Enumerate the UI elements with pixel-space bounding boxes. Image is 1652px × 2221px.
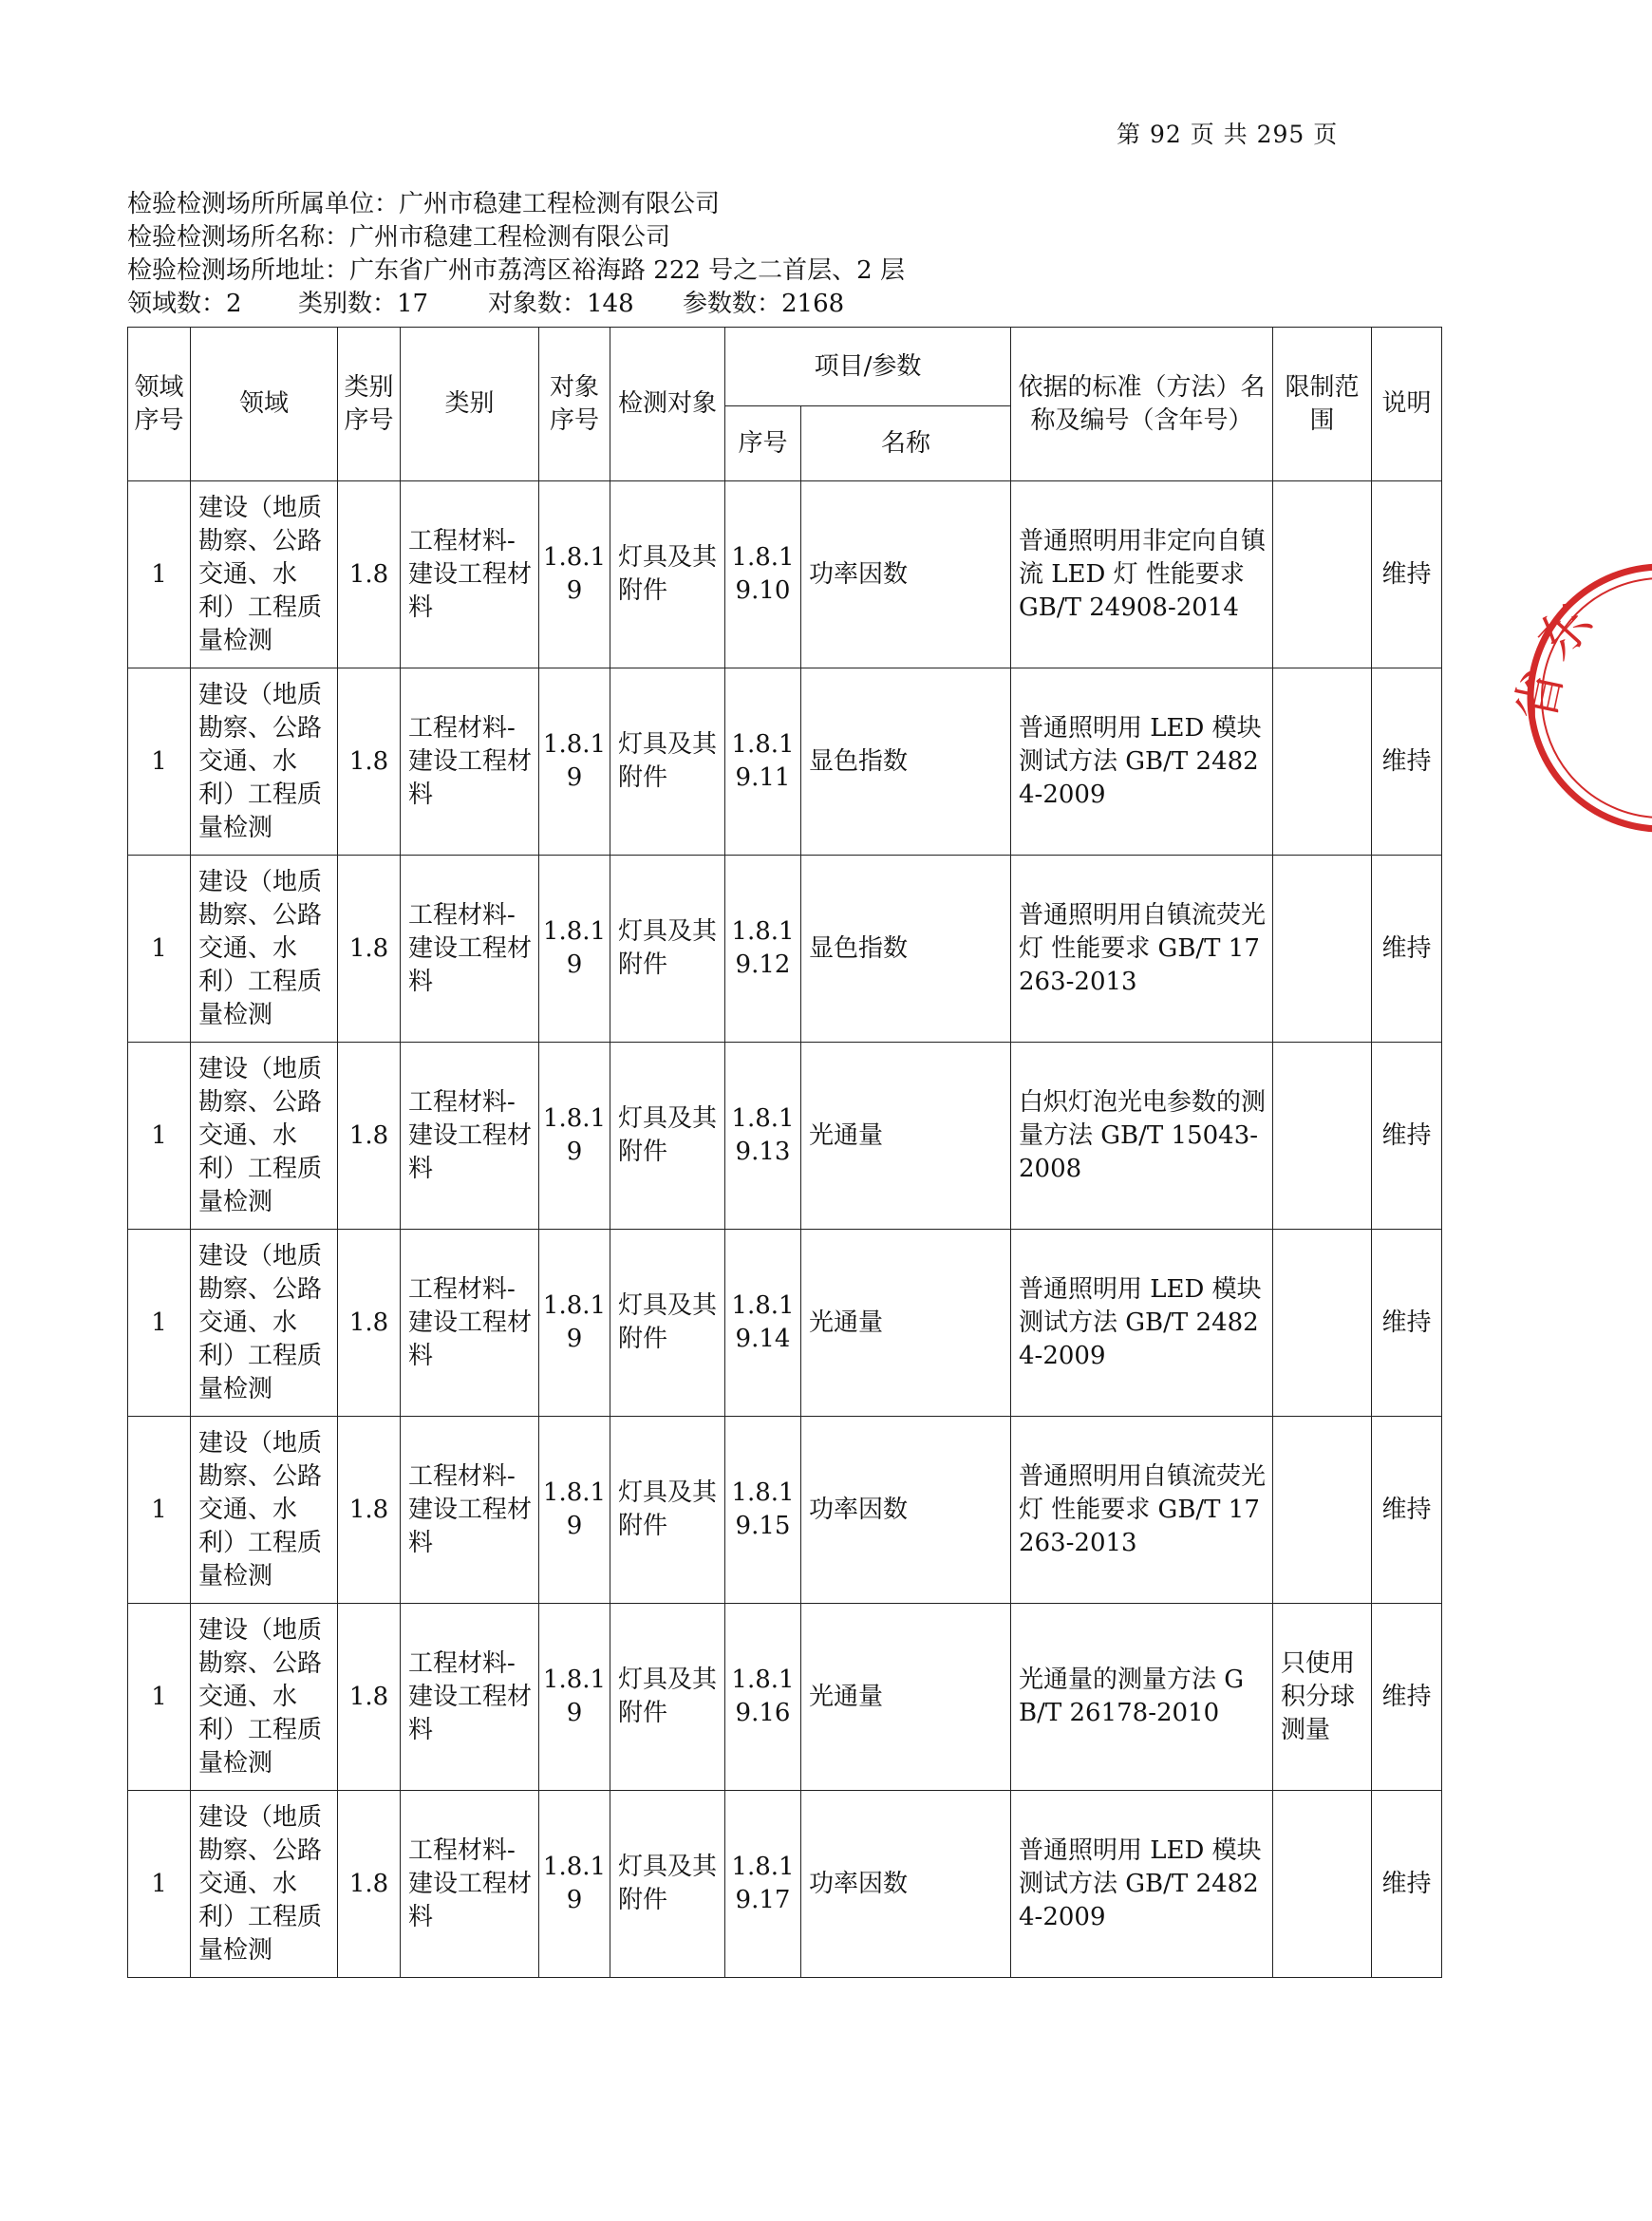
header-param-no: 序号 xyxy=(725,406,801,481)
cell-category-no: 1.8 xyxy=(338,668,401,856)
official-seal-icon xyxy=(1505,555,1652,840)
cell-category: 工程材料-建设工程材料 xyxy=(401,1043,539,1230)
table-row xyxy=(128,1417,1442,1604)
cell-object: 灯具及其附件 xyxy=(610,1604,725,1791)
cell-object-no: 1.8.19 xyxy=(539,1791,610,1978)
cell-object-no: 1.8.19 xyxy=(539,481,610,668)
cell-object: 灯具及其附件 xyxy=(610,1230,725,1417)
cell-note: 维持 xyxy=(1372,1604,1442,1791)
cell-standard: 普通照明用自镇流荧光灯 性能要求 GB/T 17263-2013 xyxy=(1011,856,1273,1043)
cell-category: 工程材料-建设工程材料 xyxy=(401,481,539,668)
cell-category-no: 1.8 xyxy=(338,1230,401,1417)
cell-limit xyxy=(1273,668,1372,856)
cell-object-no: 1.8.19 xyxy=(539,1230,610,1417)
cell-domain-no: 1 xyxy=(128,1791,191,1978)
cell-limit xyxy=(1273,856,1372,1043)
cell-standard: 普通照明用自镇流荧光灯 性能要求 GB/T 17263-2013 xyxy=(1011,1417,1273,1604)
header-category-no: 类别序号 xyxy=(338,328,401,481)
cell-param-name: 显色指数 xyxy=(801,668,1011,856)
header-limit: 限制范围 xyxy=(1273,328,1372,481)
cell-standard: 光通量的测量方法 GB/T 26178-2010 xyxy=(1011,1604,1273,1791)
header-category: 类别 xyxy=(401,328,539,481)
table-row xyxy=(128,856,1442,1043)
table-row xyxy=(128,1604,1442,1791)
cell-param-name: 显色指数 xyxy=(801,856,1011,1043)
header-object-no: 对象序号 xyxy=(539,328,610,481)
object-count: 对象数：148 xyxy=(488,290,634,318)
cell-object: 灯具及其附件 xyxy=(610,668,725,856)
unit-line xyxy=(127,188,905,221)
cell-object: 灯具及其附件 xyxy=(610,1791,725,1978)
cell-category-no: 1.8 xyxy=(338,856,401,1043)
header-domain-no: 领域序号 xyxy=(128,328,191,481)
table-row xyxy=(128,481,1442,668)
header-item-param: 项目/参数 xyxy=(725,328,1011,406)
cell-param-no: 1.8.19.12 xyxy=(725,856,801,1043)
cell-category-no: 1.8 xyxy=(338,1604,401,1791)
cell-object-no: 1.8.19 xyxy=(539,1604,610,1791)
cell-standard: 普通照明用 LED 模块测试方法 GB/T 24824-2009 xyxy=(1011,1230,1273,1417)
cell-category: 工程材料-建设工程材料 xyxy=(401,1230,539,1417)
cell-object-no: 1.8.19 xyxy=(539,1043,610,1230)
cell-domain-no: 1 xyxy=(128,1230,191,1417)
stamp-char-2: 省 xyxy=(1505,664,1574,727)
cell-param-no: 1.8.19.16 xyxy=(725,1604,801,1791)
cell-domain: 建设（地质勘察、公路交通、水利）工程质量检测 xyxy=(191,1043,338,1230)
cell-category: 工程材料-建设工程材料 xyxy=(401,856,539,1043)
header-block xyxy=(127,188,905,321)
cell-domain: 建设（地质勘察、公路交通、水利）工程质量检测 xyxy=(191,1417,338,1604)
cell-param-name: 功率因数 xyxy=(801,1417,1011,1604)
table-row xyxy=(128,1043,1442,1230)
cell-param-name: 功率因数 xyxy=(801,481,1011,668)
cell-standard: 白炽灯泡光电参数的测量方法 GB/T 15043-2008 xyxy=(1011,1043,1273,1230)
cell-object-no: 1.8.19 xyxy=(539,856,610,1043)
cell-param-name: 功率因数 xyxy=(801,1791,1011,1978)
table-row xyxy=(128,668,1442,856)
header-param-name: 名称 xyxy=(801,406,1011,481)
cell-object-no: 1.8.19 xyxy=(539,668,610,856)
cell-domain-no: 1 xyxy=(128,1604,191,1791)
cell-domain-no: 1 xyxy=(128,1417,191,1604)
cell-domain: 建设（地质勘察、公路交通、水利）工程质量检测 xyxy=(191,668,338,856)
cell-category: 工程材料-建设工程材料 xyxy=(401,1604,539,1791)
cell-note: 维持 xyxy=(1372,856,1442,1043)
cell-note: 维持 xyxy=(1372,1791,1442,1978)
cell-note: 维持 xyxy=(1372,1230,1442,1417)
param-count: 参数数：2168 xyxy=(683,290,845,318)
cell-note: 维持 xyxy=(1372,1043,1442,1230)
cell-note: 维持 xyxy=(1372,1417,1442,1604)
name-value: 广州市稳建工程检测有限公司 xyxy=(349,223,671,252)
cell-domain-no: 1 xyxy=(128,668,191,856)
unit-value: 广州市稳建工程检测有限公司 xyxy=(399,190,721,218)
header-note: 说明 xyxy=(1372,328,1442,481)
cell-standard: 普通照明用 LED 模块测试方法 GB/T 24824-2009 xyxy=(1011,668,1273,856)
cell-category: 工程材料-建设工程材料 xyxy=(401,1417,539,1604)
cell-domain: 建设（地质勘察、公路交通、水利）工程质量检测 xyxy=(191,856,338,1043)
cell-limit xyxy=(1273,1230,1372,1417)
cell-limit xyxy=(1273,1791,1372,1978)
header-standard: 依据的标准（方法）名称及编号（含年号） xyxy=(1011,328,1273,481)
stamp-char-1: 东 xyxy=(1525,592,1605,670)
cell-category: 工程材料-建设工程材料 xyxy=(401,668,539,856)
category-count: 类别数：17 xyxy=(298,290,429,318)
cell-param-no: 1.8.19.11 xyxy=(725,668,801,856)
counts-line xyxy=(127,288,905,321)
scope-table xyxy=(127,327,1442,1978)
cell-object: 灯具及其附件 xyxy=(610,856,725,1043)
address-line xyxy=(127,254,905,288)
cell-note: 维持 xyxy=(1372,481,1442,668)
header-object: 检测对象 xyxy=(610,328,725,481)
cell-object-no: 1.8.19 xyxy=(539,1417,610,1604)
name-line xyxy=(127,221,905,254)
cell-limit xyxy=(1273,1417,1372,1604)
cell-standard: 普通照明用非定向自镇流 LED 灯 性能要求 GB/T 24908-2014 xyxy=(1011,481,1273,668)
cell-domain-no: 1 xyxy=(128,1043,191,1230)
cell-object: 灯具及其附件 xyxy=(610,1043,725,1230)
cell-param-no: 1.8.19.14 xyxy=(725,1230,801,1417)
header-row-top xyxy=(128,328,1442,406)
cell-limit xyxy=(1273,481,1372,668)
page-number: 第 92 页 共 295 页 xyxy=(1117,121,1339,148)
cell-category: 工程材料-建设工程材料 xyxy=(401,1791,539,1978)
cell-param-no: 1.8.19.15 xyxy=(725,1417,801,1604)
cell-domain: 建设（地质勘察、公路交通、水利）工程质量检测 xyxy=(191,481,338,668)
cell-domain-no: 1 xyxy=(128,856,191,1043)
cell-param-no: 1.8.19.13 xyxy=(725,1043,801,1230)
cell-param-no: 1.8.19.17 xyxy=(725,1791,801,1978)
cell-param-name: 光通量 xyxy=(801,1604,1011,1791)
cell-note: 维持 xyxy=(1372,668,1442,856)
cell-domain: 建设（地质勘察、公路交通、水利）工程质量检测 xyxy=(191,1791,338,1978)
table-row xyxy=(128,1791,1442,1978)
cell-domain-no: 1 xyxy=(128,481,191,668)
address-value: 广东省广州市荔湾区裕海路 222 号之二首层、2 层 xyxy=(349,256,905,285)
domain-count: 领域数：2 xyxy=(127,290,242,318)
cell-limit: 只使用积分球测量 xyxy=(1273,1604,1372,1791)
cell-param-name: 光通量 xyxy=(801,1230,1011,1417)
unit-label: 检验检测场所所属单位： xyxy=(127,190,400,218)
header-domain: 领域 xyxy=(191,328,338,481)
table-row xyxy=(128,1230,1442,1417)
cell-limit xyxy=(1273,1043,1372,1230)
cell-param-name: 光通量 xyxy=(801,1043,1011,1230)
cell-object: 灯具及其附件 xyxy=(610,1417,725,1604)
cell-object: 灯具及其附件 xyxy=(610,481,725,668)
address-label: 检验检测场所地址： xyxy=(127,256,350,285)
cell-domain: 建设（地质勘察、公路交通、水利）工程质量检测 xyxy=(191,1604,338,1791)
cell-category-no: 1.8 xyxy=(338,481,401,668)
cell-category-no: 1.8 xyxy=(338,1043,401,1230)
name-label: 检验检测场所名称： xyxy=(127,223,350,252)
cell-standard: 普通照明用 LED 模块测试方法 GB/T 24824-2009 xyxy=(1011,1791,1273,1978)
cell-category-no: 1.8 xyxy=(338,1791,401,1978)
cell-param-no: 1.8.19.10 xyxy=(725,481,801,668)
cell-domain: 建设（地质勘察、公路交通、水利）工程质量检测 xyxy=(191,1230,338,1417)
cell-category-no: 1.8 xyxy=(338,1417,401,1604)
